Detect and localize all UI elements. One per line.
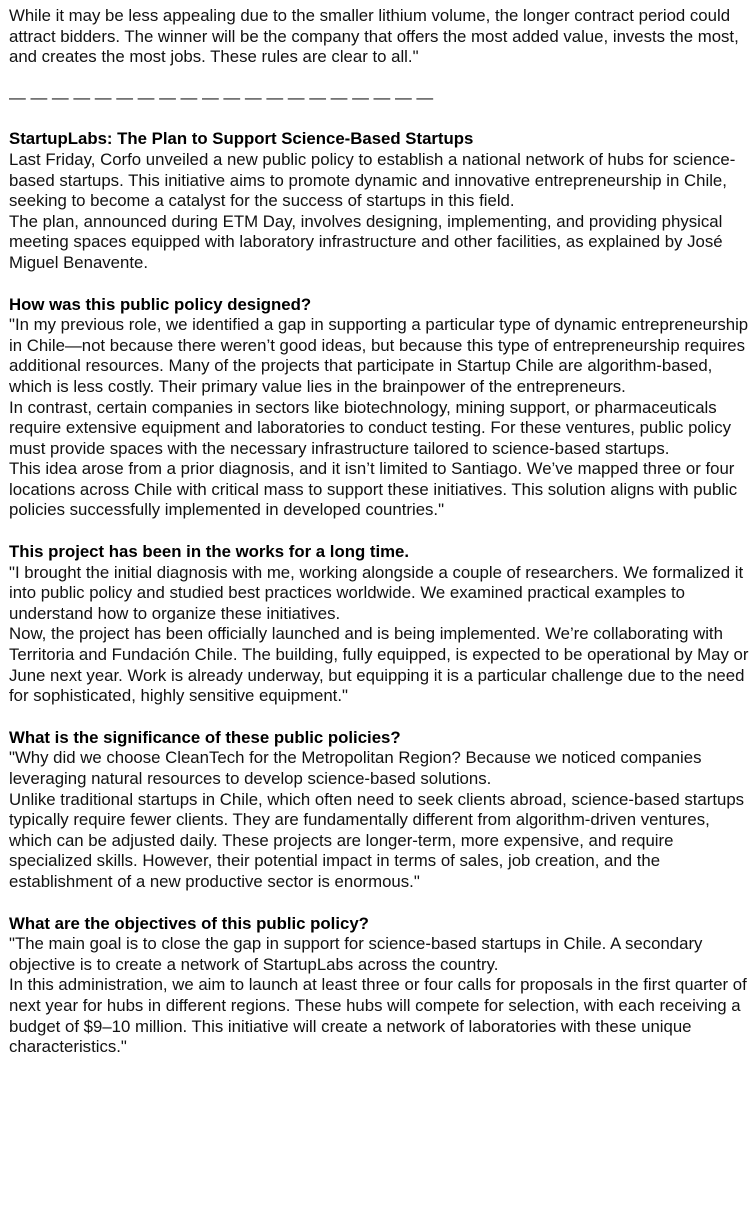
section-paragraph: In this administration, we aim to launch at least three or four calls for proposals in the first quarter of next year for hubs in different regions. These hubs will compete for selection, with each receiving a budget of $9–10 million. This initiative will create a network of laboratories with these unique characteristics.": [9, 975, 747, 1057]
lead-paragraph: The plan, announced during ETM Day, involves designing, implementing, and providing physical meeting spaces equipped with laboratory infrastructure and other facilities, as explained by José Miguel Benavente.: [9, 211, 723, 272]
qa-section-design: [9, 295, 749, 522]
section-separator: — — — — — — — — — — — — — — — — — — — —: [9, 87, 434, 107]
section-paragraph: "I brought the initial diagnosis with me, working alongside a couple of researchers. We formalized it into public policy and studied best practices worldwide. We examined practical examples to understand how to organize these initiatives.: [9, 562, 744, 623]
section-heading: What are the objectives of this public policy?: [9, 913, 369, 933]
article-title: StartupLabs: The Plan to Support Science-Based Startups: [9, 129, 474, 149]
section-heading: How was this public policy designed?: [9, 294, 312, 314]
intro-paragraph: While it may be less appealing due to the smaller lithium volume, the longer contract period could attract bidders. The winner will be the company that offers the most added value, invests the most, and creates the most jobs. These rules are clear to all.": [9, 6, 739, 67]
article: [9, 129, 749, 273]
lead-paragraph: Last Friday, Corfo unveiled a new public policy to establish a national network of hubs for science-based startups. This initiative aims to promote dynamic and innovative entrepreneurship in Chile, seeking to become a catalyst for the success of startups in this field.: [9, 149, 736, 211]
section-paragraph: Unlike traditional startups in Chile, which often need to seek clients abroad, science-based startups typically require fewer clients. They are fundamentally different from algorithm-driven ventures, which can be adjusted daily. These projects are longer-term, more expensive, and require specialized skills. However, their potential impact in terms of sales, job creation, and the establishment of a new productive sector is enormous.": [9, 789, 745, 891]
qa-section-significance: [9, 728, 749, 893]
section-paragraph: Now, the project has been officially launched and is being implemented. We’re collaborating with Territoria and Fundación Chile. The building, fully equipped, is expected to be operational by May or June next year. Work is already underway, but equipping it is a particular challenge due to the need for sophisticated, highly sensitive equipment.": [9, 624, 749, 706]
qa-section-objectives: [9, 914, 749, 1058]
section-paragraph: In contrast, certain companies in sectors like biotechnology, mining support, or pharmaceuticals require extensive equipment and laboratories to conduct testing. For these ventures, public policy must provide spaces with the necessary infrastructure tailored to science-based startups.: [9, 397, 732, 458]
section-heading: This project has been in the works for a long time.: [9, 542, 410, 562]
section-paragraph: This idea arose from a prior diagnosis, and it isn’t limited to Santiago. We’ve mapped three or four locations across Chile with critical mass to support these initiatives. This solution aligns with public policies successfully implemented in developed countries.": [9, 459, 738, 520]
section-paragraph: "In my previous role, we identified a gap in supporting a particular type of dynamic entrepreneurship in Chile—not because there weren’t good ideas, but because this type of entrepreneurship requires additional resources. Many of the projects that participate in Startup Chile are algorithm-based, which is less costly. Their primary value lies in the brainpower of the entrepreneurs.: [9, 315, 749, 396]
qa-section-history: [9, 542, 749, 707]
section-paragraph: "The main goal is to close the gap in support for science-based startups in Chile. A secondary objective is to create a network of StartupLabs across the country.: [9, 934, 703, 974]
section-heading: What is the significance of these public policies?: [9, 727, 401, 747]
section-paragraph: "Why did we choose CleanTech for the Metropolitan Region? Because we noticed companies leveraging natural resources to develop science-based solutions.: [9, 748, 702, 788]
